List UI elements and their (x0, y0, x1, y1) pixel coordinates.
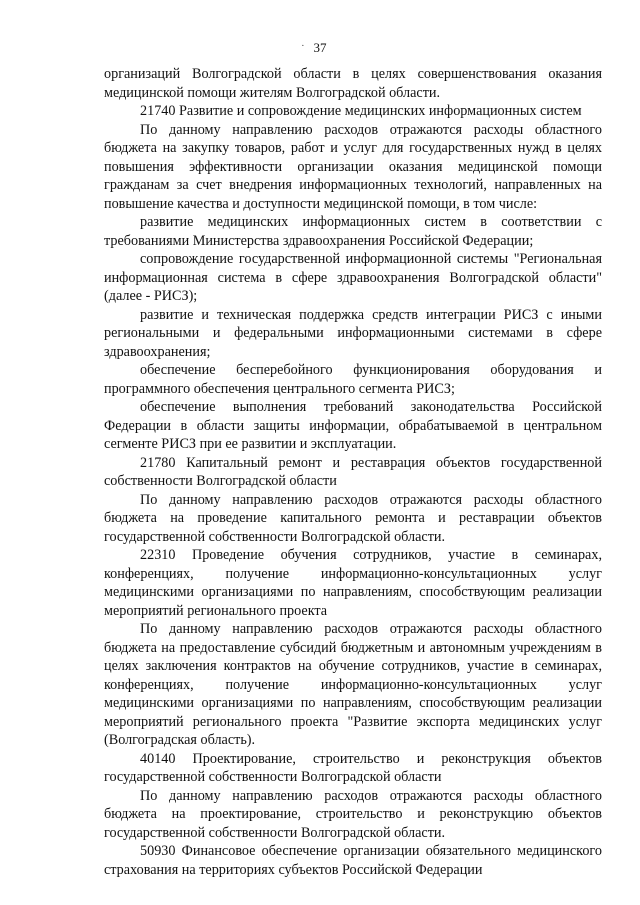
scan-mark: · (301, 40, 305, 52)
list-item-security: обеспечение выполнения требований законодательства Российской Федерации в области защиты информации, обрабатываемой в центральном сегменте РИСЗ при ее развитии и эксплуатации. (104, 399, 602, 452)
paragraph-40140-description: По данному направлению расходов отражаются расходы областного бюджета на проектирование, строительство и реконструкцию объектов государственной собственности Волгоградской области. (104, 787, 602, 841)
list-item-support: сопровождение государственной информационной системы "Региональная информационная система в сфере здравоохранения Волгоградской области" (далее - РИСЗ); (104, 251, 602, 304)
paragraph-22310-description: По данному направлению расходов отражаются расходы областного бюджета на предоставление субсидий бюджетным и автономным учреждениям в целях заключения контрактов на обучение сотрудников, участие в семинарах, конференциях, получение информационно-консультационных услуг медицинскими организациями по направлениям, способствующим реализации мероприятий регионального проекта "Развитие экспорта медицинских услуг (Волгоградская область). (104, 621, 602, 748)
heading-21740: 21740 Развитие и сопровождение медицинских информационных систем (140, 103, 582, 119)
heading-21780: 21780 Капитальный ремонт и реставрация объектов государственной собственности Волгоградской области (104, 454, 602, 489)
document-body (104, 65, 602, 879)
list-item-integration: развитие и техническая поддержка средств интеграции РИСЗ с иными региональными и федеральными информационными системами в сфере здравоохранения; (104, 306, 602, 360)
list-item-uninterrupted-operation: обеспечение бесперебойного функционирования оборудования и программного обеспечения центрального сегмента РИСЗ; (104, 362, 602, 397)
paragraph-21780-description: По данному направлению расходов отражаются расходы областного бюджета на проведение капитального ремонта и реставрации объектов государственной собственности Волгоградской области. (104, 491, 602, 545)
heading-50930: 50930 Финансовое обеспечение организации обязательного медицинского страхования на территориях субъектов Российской Федерации (104, 843, 602, 878)
paragraph-21740-description: По данному направлению расходов отражаются расходы областного бюджета на закупку товаров, работ и услуг для государственных нужд в целях повышения эффективности организации оказания медицинской помощи гражданам за счет внедрения информационных технологий, направленных на повышение качества и доступности медицинской помощи, в том числе: (104, 121, 602, 212)
paragraph-continuation: организаций Волгоградской области в целях совершенствования оказания медицинской помощи жителям Волгоградской области. (104, 66, 602, 101)
heading-40140: 40140 Проектирование, строительство и реконструкция объектов государственной собственности Волгоградской области (104, 750, 602, 785)
heading-22310: 22310 Проведение обучения сотрудников, участие в семинарах, конференциях, получение информационно-консультационных услуг медицинскими организациями по направлениям, способствующим реализации мероприятий регионального проекта (104, 547, 602, 619)
list-item-development: развитие медицинских информационных систем в соответствии с требованиями Министерства здравоохранения Российской Федерации; (104, 214, 602, 249)
page-number: 37 (313, 40, 327, 55)
